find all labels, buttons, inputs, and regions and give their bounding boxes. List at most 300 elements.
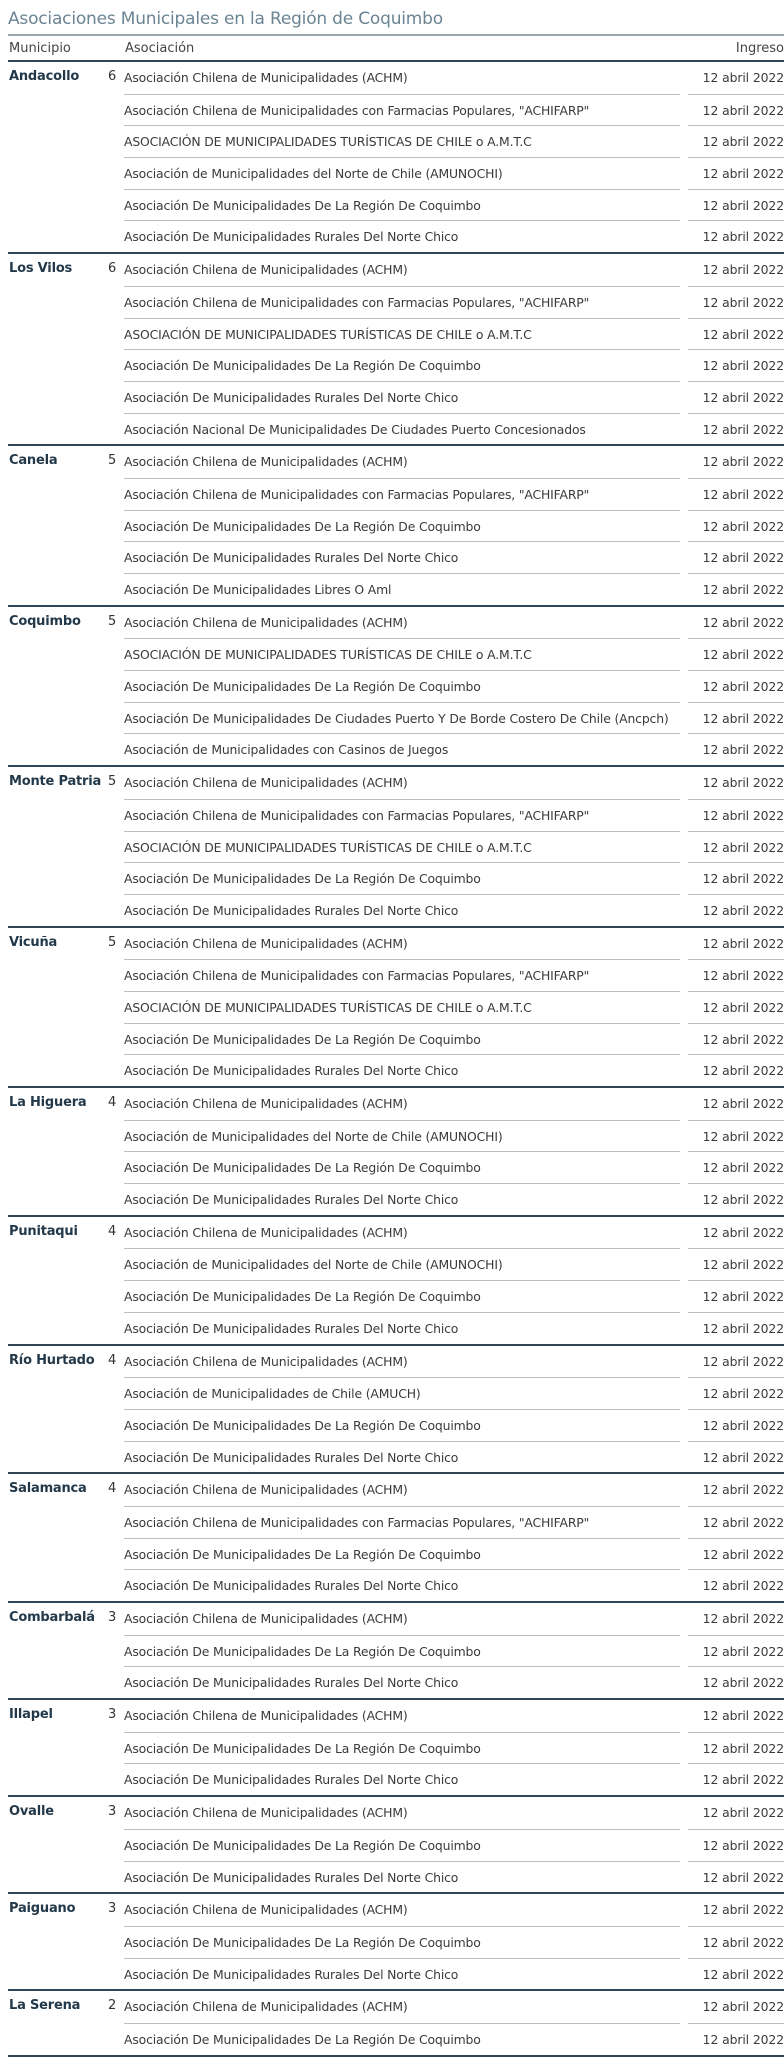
association-name: Asociación de Municipalidades del Norte de Chile (AMUNOCHI): [124, 1120, 680, 1152]
cell-gap: [680, 1861, 688, 1893]
table-row: [124, 894, 784, 926]
cell-gap: [680, 638, 688, 670]
municipio-group: [8, 254, 784, 446]
cell-gap: [680, 157, 688, 189]
association-name: Asociación Chilena de Municipalidades con Farmacias Populares, "ACHIFARP": [124, 94, 680, 126]
ingreso-date: 12 abril 2022: [702, 1902, 784, 1918]
table-row: [124, 1732, 784, 1764]
association-count: 5: [108, 453, 117, 469]
cell-gap: [680, 1763, 688, 1795]
association-name: Asociación De Municipalidades De La Región De Coquimbo: [124, 862, 680, 894]
municipio-name: La Higuera: [9, 1095, 87, 1110]
association-name: Asociación Chilena de Municipalidades (ACHM): [124, 1353, 408, 1369]
cell-gap: [680, 607, 688, 639]
table-row: [124, 1377, 784, 1409]
table-row: [124, 1409, 784, 1441]
association-name: Asociación De Municipalidades De La Región De Coquimbo: [124, 349, 680, 381]
table-body: [8, 62, 784, 2057]
table-row: [124, 1088, 784, 1120]
association-list: [124, 254, 784, 444]
ingreso-date: 12 abril 2022: [688, 286, 784, 318]
association-name: Asociación Chilena de Municipalidades (ACHM): [124, 70, 408, 85]
association-count: 4: [108, 1223, 117, 1239]
municipio-group: [8, 607, 784, 767]
municipio-name: Illapel: [9, 1707, 53, 1723]
ingreso-date: 12 abril 2022: [688, 220, 784, 252]
association-name: Asociación De Municipalidades Rurales Del Norte Chico: [124, 1958, 680, 1990]
table-row: [124, 1183, 784, 1215]
table-row: [124, 1312, 784, 1344]
association-count: 5: [108, 613, 117, 629]
association-name: Asociación De Municipalidades De La Región De Coquimbo: [124, 2023, 680, 2055]
ingreso-date: 12 abril 2022: [702, 775, 784, 791]
ingreso-date: 12 abril 2022: [688, 1506, 784, 1538]
ingreso-date: 12 abril 2022: [688, 959, 784, 991]
cell-gap: [680, 189, 688, 221]
table-row: [124, 62, 784, 94]
cell-gap: [680, 991, 688, 1023]
association-name: ASOCIACIÓN DE MUNICIPALIDADES TURÍSTICAS DE CHILE o A.M.T.C: [124, 638, 680, 670]
association-name: Asociación De Municipalidades De La Región De Coquimbo: [124, 1280, 680, 1312]
association-count: 2: [108, 1998, 117, 2014]
cell-gap: [680, 1248, 688, 1280]
cell-gap: [680, 1151, 688, 1183]
association-count: 3: [108, 1804, 117, 1820]
association-name: Asociación De Municipalidades De La Región De Coquimbo: [124, 1538, 680, 1570]
ingreso-date: 12 abril 2022: [688, 94, 784, 126]
association-name: Asociación Chilena de Municipalidades (ACHM): [124, 1902, 408, 1918]
column-header-municipio: Municipio: [9, 40, 71, 56]
ingreso-date: 12 abril 2022: [688, 1569, 784, 1601]
ingreso-date: 12 abril 2022: [688, 1377, 784, 1409]
table-row: [124, 1217, 784, 1249]
table-row: [124, 94, 784, 126]
municipio-group: [8, 1088, 784, 1217]
cell-gap: [680, 1700, 688, 1732]
cell-gap: [680, 1991, 688, 2023]
ingreso-date: 12 abril 2022: [688, 1248, 784, 1280]
ingreso-date: 12 abril 2022: [688, 381, 784, 413]
association-count: 4: [108, 1352, 117, 1368]
municipio-name: Coquimbo: [9, 613, 81, 629]
cell-gap: [680, 125, 688, 157]
municipio-name: La Serena: [9, 1998, 81, 2014]
table-row: [124, 446, 784, 478]
association-name: Asociación De Municipalidades De La Región De Coquimbo: [124, 1409, 680, 1441]
table-row: [124, 1248, 784, 1280]
ingreso-date: 12 abril 2022: [702, 1805, 784, 1821]
ingreso-date: 12 abril 2022: [702, 614, 784, 630]
table-row: [124, 1474, 784, 1506]
cell-gap: [680, 220, 688, 252]
ingreso-date: 12 abril 2022: [688, 1635, 784, 1667]
association-list: [124, 928, 784, 1086]
municipio-name: Vicuña: [9, 934, 58, 950]
cell-gap: [680, 413, 688, 445]
cell-gap: [680, 733, 688, 765]
table-row: [124, 510, 784, 542]
cell-gap: [680, 2023, 688, 2055]
table-row: [124, 1603, 784, 1635]
cell-gap: [680, 1120, 688, 1152]
cell-gap: [680, 1054, 688, 1086]
ingreso-date: 12 abril 2022: [688, 510, 784, 542]
association-name: ASOCIACIÓN DE MUNICIPALIDADES TURÍSTICAS DE CHILE o A.M.T.C: [124, 125, 680, 157]
cell-gap: [680, 1797, 688, 1829]
ingreso-date: 12 abril 2022: [688, 157, 784, 189]
cell-gap: [680, 1506, 688, 1538]
association-name: Asociación De Municipalidades De Ciudades Puerto Y De Borde Costero De Chile (Ancpch): [124, 702, 680, 734]
cell-gap: [680, 1829, 688, 1861]
cell-gap: [680, 767, 688, 799]
ingreso-date: 12 abril 2022: [688, 862, 784, 894]
table-row: [124, 1797, 784, 1829]
ingreso-date: 12 abril 2022: [688, 1280, 784, 1312]
association-count: 6: [108, 261, 117, 277]
table-row: [124, 189, 784, 221]
cell-gap: [680, 478, 688, 510]
cell-gap: [680, 62, 688, 94]
table-row: [124, 413, 784, 445]
association-name: ASOCIACIÓN DE MUNICIPALIDADES TURÍSTICAS DE CHILE o A.M.T.C: [124, 991, 680, 1023]
ingreso-date: 12 abril 2022: [688, 541, 784, 573]
association-name: Asociación De Municipalidades Rurales Del Norte Chico: [124, 1441, 680, 1473]
cell-gap: [680, 1926, 688, 1958]
ingreso-date: 12 abril 2022: [702, 1353, 784, 1369]
association-name: Asociación Chilena de Municipalidades con Farmacias Populares, "ACHIFARP": [124, 959, 680, 991]
association-name: ASOCIACIÓN DE MUNICIPALIDADES TURÍSTICAS DE CHILE o A.M.T.C: [124, 318, 680, 350]
table-row: [124, 1023, 784, 1055]
ingreso-date: 12 abril 2022: [688, 1441, 784, 1473]
association-name: Asociación Nacional De Municipalidades De Ciudades Puerto Concesionados: [124, 413, 680, 445]
municipio-name: Salamanca: [9, 1481, 87, 1497]
table-row: [124, 991, 784, 1023]
ingreso-date: 12 abril 2022: [702, 935, 784, 951]
table-row: [124, 1569, 784, 1601]
table-header: [8, 34, 784, 62]
cell-gap: [680, 446, 688, 478]
municipio-name: Monte Patria: [9, 774, 102, 790]
ingreso-date: 12 abril 2022: [688, 1120, 784, 1152]
ingreso-date: 12 abril 2022: [702, 1224, 784, 1240]
association-count: 5: [108, 934, 117, 950]
cell-gap: [680, 959, 688, 991]
association-name: Asociación Chilena de Municipalidades (ACHM): [124, 1805, 408, 1821]
cell-gap: [680, 1088, 688, 1120]
column-header-asociacion: Asociación: [125, 40, 195, 56]
association-list: [124, 1894, 784, 1989]
ingreso-date: 12 abril 2022: [702, 1708, 784, 1724]
association-list: [124, 1991, 784, 2054]
ingreso-date: 12 abril 2022: [688, 799, 784, 831]
cell-gap: [680, 381, 688, 413]
cell-gap: [680, 254, 688, 286]
cell-gap: [680, 1569, 688, 1601]
association-name: Asociación Chilena de Municipalidades (ACHM): [124, 1708, 408, 1724]
ingreso-date: 12 abril 2022: [688, 894, 784, 926]
ingreso-date: 12 abril 2022: [688, 318, 784, 350]
ingreso-date: 12 abril 2022: [688, 1409, 784, 1441]
association-name: Asociación De Municipalidades Rurales Del Norte Chico: [124, 894, 680, 926]
cell-gap: [680, 862, 688, 894]
association-count: 5: [108, 774, 117, 790]
municipio-name: Los Vilos: [9, 261, 73, 277]
cell-gap: [680, 1894, 688, 1926]
table-row: [124, 1441, 784, 1473]
municipio-group: [8, 62, 784, 254]
cell-gap: [680, 1023, 688, 1055]
association-name: Asociación Chilena de Municipalidades (ACHM): [124, 262, 408, 278]
ingreso-date: 12 abril 2022: [688, 638, 784, 670]
municipio-group: [8, 1700, 784, 1797]
association-name: Asociación De Municipalidades Rurales Del Norte Chico: [124, 1666, 680, 1698]
association-name: Asociación Chilena de Municipalidades (ACHM): [124, 1999, 408, 2015]
ingreso-date: 12 abril 2022: [688, 413, 784, 445]
table-row: [124, 670, 784, 702]
cell-gap: [680, 318, 688, 350]
municipio-group: [8, 928, 784, 1088]
table-row: [124, 1635, 784, 1667]
ingreso-date: 12 abril 2022: [688, 189, 784, 221]
association-name: Asociación De Municipalidades De La Región De Coquimbo: [124, 670, 680, 702]
table-row: [124, 1054, 784, 1086]
ingreso-date: 12 abril 2022: [688, 1732, 784, 1764]
table-row: [124, 1958, 784, 1990]
municipio-group: [8, 446, 784, 606]
municipio-name: Punitaqui: [9, 1223, 78, 1239]
table-row: [124, 220, 784, 252]
association-list: [124, 446, 784, 604]
table-row: [124, 1346, 784, 1378]
ingreso-date: 12 abril 2022: [688, 1538, 784, 1570]
ingreso-date: 12 abril 2022: [688, 2023, 784, 2055]
ingreso-date: 12 abril 2022: [688, 478, 784, 510]
ingreso-date: 12 abril 2022: [688, 1023, 784, 1055]
association-name: Asociación De Municipalidades De La Región De Coquimbo: [124, 1732, 680, 1764]
association-name: Asociación De Municipalidades Rurales Del Norte Chico: [124, 1763, 680, 1795]
association-name: ASOCIACIÓN DE MUNICIPALIDADES TURÍSTICAS DE CHILE o A.M.T.C: [124, 831, 680, 863]
table-row: [124, 1506, 784, 1538]
ingreso-date: 12 abril 2022: [688, 1666, 784, 1698]
municipio-group: [8, 1894, 784, 1991]
ingreso-date: 12 abril 2022: [688, 1861, 784, 1893]
cell-gap: [680, 349, 688, 381]
cell-gap: [680, 1183, 688, 1215]
association-list: [124, 767, 784, 925]
table-row: [124, 254, 784, 286]
cell-gap: [680, 1538, 688, 1570]
cell-gap: [680, 702, 688, 734]
association-name: Asociación De Municipalidades Rurales Del Norte Chico: [124, 220, 680, 252]
association-name: Asociación De Municipalidades De La Región De Coquimbo: [124, 1926, 680, 1958]
association-name: Asociación De Municipalidades De La Región De Coquimbo: [124, 1635, 680, 1667]
cell-gap: [680, 1312, 688, 1344]
table-row: [124, 1666, 784, 1698]
cell-gap: [680, 1346, 688, 1378]
association-count: 3: [108, 1610, 117, 1625]
municipio-name: Ovalle: [9, 1804, 54, 1820]
table-row: [124, 381, 784, 413]
ingreso-date: 12 abril 2022: [688, 702, 784, 734]
table-row: [124, 573, 784, 605]
ingreso-date: 12 abril 2022: [688, 1312, 784, 1344]
association-list: [124, 1474, 784, 1601]
association-name: Asociación De Municipalidades Rurales Del Norte Chico: [124, 1054, 680, 1086]
ingreso-date: 12 abril 2022: [688, 125, 784, 157]
municipio-name: Andacollo: [9, 69, 80, 84]
association-name: Asociación De Municipalidades Rurales Del Norte Chico: [124, 541, 680, 573]
association-name: Asociación de Municipalidades del Norte de Chile (AMUNOCHI): [124, 157, 680, 189]
association-name: Asociación De Municipalidades De La Región De Coquimbo: [124, 189, 680, 221]
association-name: Asociación De Municipalidades Rurales Del Norte Chico: [124, 381, 680, 413]
table-row: [124, 733, 784, 765]
table-row: [124, 1829, 784, 1861]
association-name: Asociación Chilena de Municipalidades (ACHM): [124, 1611, 408, 1626]
association-name: Asociación De Municipalidades De La Región De Coquimbo: [124, 1151, 680, 1183]
table-row: [124, 286, 784, 318]
association-list: [124, 607, 784, 765]
association-name: Asociación Chilena de Municipalidades (ACHM): [124, 1482, 408, 1498]
municipio-group: [8, 1991, 784, 2056]
ingreso-date: 12 abril 2022: [688, 1958, 784, 1990]
table-row: [124, 1894, 784, 1926]
ingreso-date: 12 abril 2022: [702, 1482, 784, 1498]
municipio-name: Paiguano: [9, 1901, 76, 1917]
table-row: [124, 959, 784, 991]
association-name: Asociación Chilena de Municipalidades (ACHM): [124, 1096, 408, 1111]
cell-gap: [680, 799, 688, 831]
cell-gap: [680, 1603, 688, 1635]
cell-gap: [680, 894, 688, 926]
association-name: Asociación Chilena de Municipalidades con Farmacias Populares, "ACHIFARP": [124, 478, 680, 510]
association-name: Asociación Chilena de Municipalidades (ACHM): [124, 614, 408, 630]
cell-gap: [680, 1635, 688, 1667]
table-row: [124, 349, 784, 381]
municipio-group: [8, 1797, 784, 1894]
municipio-name: Río Hurtado: [9, 1352, 95, 1368]
table-row: [124, 478, 784, 510]
table-row: [124, 607, 784, 639]
ingreso-date: 12 abril 2022: [688, 1183, 784, 1215]
table-row: [124, 1926, 784, 1958]
association-name: Asociación de Municipalidades con Casinos de Juegos: [124, 733, 680, 765]
table-row: [124, 702, 784, 734]
cell-gap: [680, 831, 688, 863]
association-name: Asociación De Municipalidades Rurales Del Norte Chico: [124, 1183, 680, 1215]
cell-gap: [680, 1217, 688, 1249]
table-row: [124, 1991, 784, 2023]
cell-gap: [680, 928, 688, 960]
ingreso-date: 12 abril 2022: [688, 1829, 784, 1861]
municipio-group: [8, 1474, 784, 1603]
ingreso-date: 12 abril 2022: [688, 670, 784, 702]
association-count: 4: [108, 1095, 117, 1110]
table-row: [124, 125, 784, 157]
association-list: [124, 62, 784, 252]
cell-gap: [680, 286, 688, 318]
association-name: Asociación Chilena de Municipalidades con Farmacias Populares, "ACHIFARP": [124, 799, 680, 831]
table-row: [124, 1763, 784, 1795]
association-count: 4: [108, 1481, 117, 1497]
cell-gap: [680, 94, 688, 126]
municipio-name: Canela: [9, 453, 58, 469]
association-count: 3: [108, 1707, 117, 1723]
ingreso-date: 12 abril 2022: [688, 573, 784, 605]
association-name: Asociación De Municipalidades De La Región De Coquimbo: [124, 1829, 680, 1861]
association-name: Asociación De Municipalidades Libres O Aml: [124, 573, 680, 605]
ingreso-date: 12 abril 2022: [688, 349, 784, 381]
ingreso-date: 12 abril 2022: [702, 1096, 784, 1111]
cell-gap: [680, 573, 688, 605]
ingreso-date: 12 abril 2022: [688, 831, 784, 863]
association-name: Asociación Chilena de Municipalidades (ACHM): [124, 935, 408, 951]
table-row: [124, 1538, 784, 1570]
column-header-ingreso: Ingreso: [735, 40, 784, 56]
table-row: [124, 157, 784, 189]
cell-gap: [680, 1474, 688, 1506]
ingreso-date: 12 abril 2022: [702, 70, 784, 85]
cell-gap: [680, 541, 688, 573]
association-name: Asociación Chilena de Municipalidades con Farmacias Populares, "ACHIFARP": [124, 286, 680, 318]
municipio-group: [8, 1346, 784, 1475]
association-list: [124, 1603, 784, 1698]
table-row: [124, 1280, 784, 1312]
table-row: [124, 541, 784, 573]
association-name: Asociación Chilena de Municipalidades (ACHM): [124, 775, 408, 791]
cell-gap: [680, 1377, 688, 1409]
association-count: 6: [108, 69, 117, 84]
cell-gap: [680, 1280, 688, 1312]
ingreso-date: 12 abril 2022: [702, 1611, 784, 1626]
ingreso-date: 12 abril 2022: [688, 1151, 784, 1183]
association-name: Asociación de Municipalidades del Norte de Chile (AMUNOCHI): [124, 1248, 680, 1280]
table-row: [124, 1700, 784, 1732]
association-name: Asociación De Municipalidades Rurales Del Norte Chico: [124, 1312, 680, 1344]
cell-gap: [680, 1409, 688, 1441]
table-row: [124, 767, 784, 799]
table-row: [124, 318, 784, 350]
association-list: [124, 1346, 784, 1473]
cell-gap: [680, 1441, 688, 1473]
association-list: [124, 1088, 784, 1215]
association-name: Asociación De Municipalidades De La Región De Coquimbo: [124, 1023, 680, 1055]
ingreso-date: 12 abril 2022: [688, 1054, 784, 1086]
table-row: [124, 1151, 784, 1183]
cell-gap: [680, 1958, 688, 1990]
table-title: Asociaciones Municipales en la Región de Coquimbo: [8, 9, 443, 29]
association-count: 3: [108, 1901, 117, 1917]
cell-gap: [680, 510, 688, 542]
ingreso-date: 12 abril 2022: [688, 991, 784, 1023]
table-row: [124, 831, 784, 863]
association-list: [124, 1797, 784, 1892]
table-row: [124, 862, 784, 894]
association-name: Asociación Chilena de Municipalidades con Farmacias Populares, "ACHIFARP": [124, 1506, 680, 1538]
association-name: Asociación De Municipalidades De La Región De Coquimbo: [124, 510, 680, 542]
page: [8, 0, 784, 2057]
table-row: [124, 1120, 784, 1152]
municipio-name: Combarbalá: [9, 1610, 95, 1625]
table-row: [124, 2023, 784, 2055]
table-row: [124, 799, 784, 831]
ingreso-date: 12 abril 2022: [702, 1999, 784, 2015]
ingreso-date: 12 abril 2022: [688, 733, 784, 765]
association-name: Asociación Chilena de Municipalidades (ACHM): [124, 1224, 408, 1240]
municipio-group: [8, 1603, 784, 1700]
ingreso-date: 12 abril 2022: [688, 1926, 784, 1958]
association-list: [124, 1700, 784, 1795]
association-name: Asociación de Municipalidades de Chile (AMUCH): [124, 1377, 680, 1409]
